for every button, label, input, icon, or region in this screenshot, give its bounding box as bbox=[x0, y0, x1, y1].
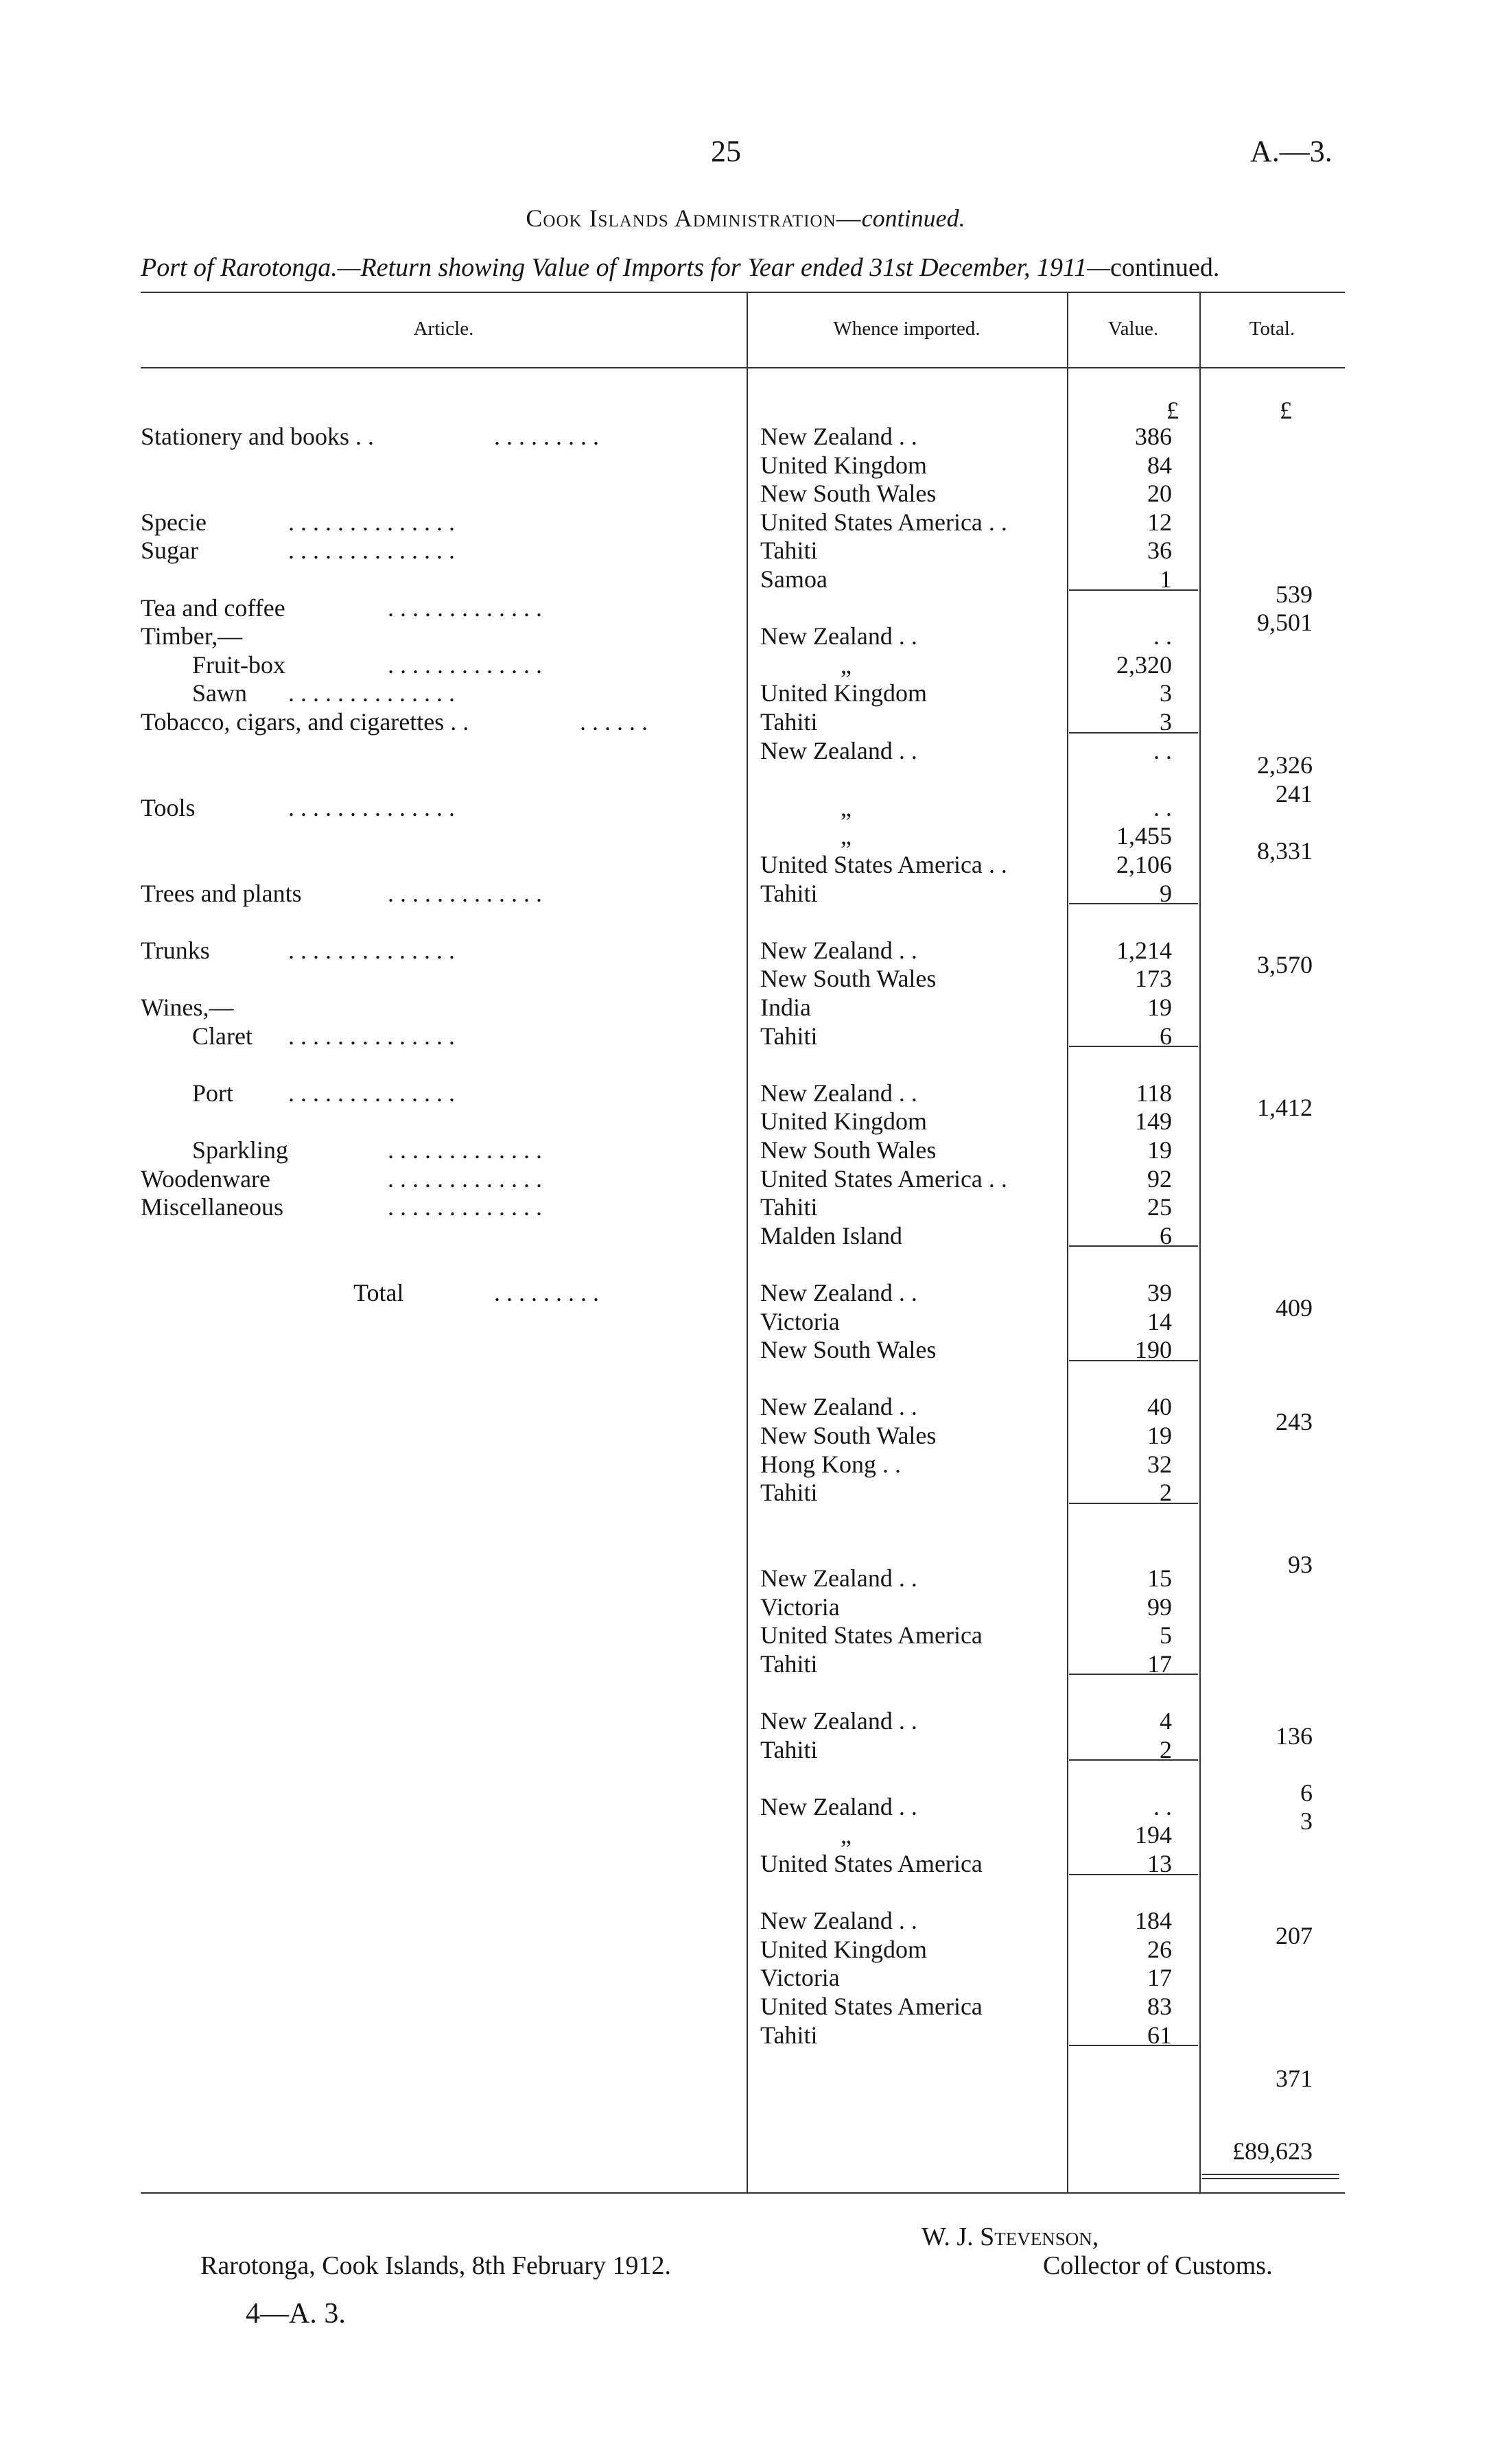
article-label: Port bbox=[192, 1079, 234, 1107]
article-label: Trunks bbox=[141, 936, 210, 964]
import-value: 26 bbox=[1147, 1935, 1172, 1963]
whence-country: „ bbox=[841, 650, 852, 679]
import-value: 3 bbox=[1160, 679, 1172, 707]
header-value: Value. bbox=[1107, 318, 1159, 340]
whence-country: New Zealand . . bbox=[760, 1907, 917, 1935]
article-label: Tobacco, cigars, and cigarettes . . bbox=[141, 708, 469, 736]
dot-leader: . . . . . . . . . . . . . bbox=[388, 1164, 542, 1193]
whence-country: United Kingdom bbox=[760, 451, 927, 479]
article-total: 207 bbox=[1276, 1921, 1313, 1949]
import-value: 12 bbox=[1147, 508, 1172, 536]
grand-total-rule-2 bbox=[1202, 2178, 1339, 2179]
article-label: Fruit-box bbox=[192, 650, 286, 679]
article-label: Woodenware bbox=[141, 1164, 271, 1193]
import-value: 83 bbox=[1147, 1993, 1172, 2020]
signatory-name: W. J. Stevenson, bbox=[921, 2222, 1099, 2251]
subtotal-rule bbox=[1069, 589, 1198, 591]
grand-total-rule-1 bbox=[1202, 2174, 1339, 2175]
article-label: Timber,— bbox=[141, 622, 243, 650]
subtotal-rule bbox=[1069, 903, 1198, 904]
import-value: 20 bbox=[1147, 480, 1172, 508]
article-label: Sawn bbox=[192, 679, 247, 707]
dot-leader: . . . . . . . . . . . . . . bbox=[288, 936, 455, 964]
import-value: 19 bbox=[1147, 1422, 1172, 1449]
title-continued: continued. bbox=[861, 204, 965, 232]
article-label: Wines,— bbox=[141, 994, 234, 1021]
article-label: Specie bbox=[141, 508, 207, 536]
import-value: 386 bbox=[1135, 423, 1172, 450]
import-value: 84 bbox=[1147, 451, 1172, 479]
subtotal-rule bbox=[1069, 1360, 1198, 1361]
article-total: 241 bbox=[1276, 779, 1313, 808]
article-total: 409 bbox=[1276, 1293, 1313, 1322]
whence-country: Tahiti bbox=[760, 1735, 818, 1763]
whence-country: „ bbox=[841, 793, 852, 821]
import-value: 1 bbox=[1160, 565, 1172, 593]
import-value: . . bbox=[1153, 793, 1172, 821]
import-value: . . bbox=[1153, 622, 1172, 650]
dot-leader: . . . . . . . . . . . . . . bbox=[288, 793, 455, 821]
table-top-rule bbox=[141, 292, 1345, 293]
whence-country: United States America bbox=[760, 1993, 983, 2020]
place-and-date: Rarotonga, Cook Islands, 8th February 1912. bbox=[200, 2251, 672, 2280]
import-value: 2,106 bbox=[1116, 851, 1172, 878]
import-value: 25 bbox=[1147, 1193, 1172, 1221]
whence-country: Victoria bbox=[760, 1593, 840, 1621]
grand-total: £89,623 bbox=[1232, 2137, 1313, 2165]
article-label: Claret bbox=[192, 1022, 253, 1050]
dot-leader: . . . . . . . . . . . . . bbox=[388, 650, 542, 679]
whence-country: Hong Kong . . bbox=[760, 1450, 901, 1478]
whence-country: Tahiti bbox=[760, 708, 818, 736]
whence-country: New Zealand . . bbox=[760, 1279, 917, 1306]
whence-country: New South Wales bbox=[760, 480, 937, 508]
document-title bbox=[0, 204, 1491, 233]
subtitle-continued: continued. bbox=[1110, 253, 1220, 282]
whence-country: New South Wales bbox=[760, 965, 937, 993]
import-value: 14 bbox=[1147, 1307, 1172, 1335]
subtotal-rule bbox=[1069, 732, 1198, 734]
import-value: 173 bbox=[1135, 965, 1172, 993]
import-value: 118 bbox=[1136, 1079, 1172, 1107]
column-divider-1 bbox=[747, 292, 748, 2192]
import-value: 19 bbox=[1147, 994, 1172, 1021]
whence-country: United Kingdom bbox=[760, 1107, 927, 1136]
whence-country: Malden Island bbox=[760, 1221, 902, 1249]
whence-country: Victoria bbox=[760, 1964, 840, 1992]
header-total: Total. bbox=[1249, 318, 1295, 340]
article-label: Tea and coffee bbox=[141, 594, 285, 622]
whence-country: New South Wales bbox=[760, 1136, 937, 1164]
whence-country: Tahiti bbox=[760, 879, 818, 907]
whence-country: Tahiti bbox=[760, 537, 818, 565]
import-value: 15 bbox=[1147, 1564, 1172, 1592]
article-total: 243 bbox=[1276, 1408, 1313, 1435]
import-value: 194 bbox=[1135, 1821, 1172, 1849]
import-value: 32 bbox=[1147, 1450, 1172, 1478]
whence-country: Tahiti bbox=[760, 1193, 818, 1221]
dot-leader: . . . . . . . . . . . . . bbox=[388, 1193, 542, 1221]
import-value: 2 bbox=[1160, 1735, 1172, 1763]
whence-country: Tahiti bbox=[760, 1479, 818, 1507]
value-currency: £ bbox=[1166, 397, 1179, 424]
article-total: 3,570 bbox=[1257, 951, 1313, 979]
dot-leader: . . . . . . . . . . . . . . bbox=[288, 1079, 455, 1107]
article-total: 1,412 bbox=[1257, 1094, 1313, 1122]
dot-leader: . . . . . . bbox=[580, 708, 648, 736]
article-label: Sparkling bbox=[192, 1136, 288, 1164]
import-value: . . bbox=[1153, 736, 1172, 764]
whence-country: New South Wales bbox=[760, 1336, 937, 1364]
import-value: 1,455 bbox=[1116, 822, 1172, 850]
title-main: Cook Islands Administration— bbox=[526, 204, 862, 232]
total-currency: £ bbox=[1280, 397, 1292, 424]
whence-country: United States America . . bbox=[760, 508, 1007, 536]
whence-country: New Zealand . . bbox=[760, 622, 917, 650]
article-total: 3 bbox=[1300, 1807, 1313, 1835]
column-divider-3 bbox=[1199, 292, 1201, 2192]
import-value: 40 bbox=[1147, 1393, 1172, 1421]
article-label: Tools bbox=[141, 793, 196, 821]
whence-country: United States America bbox=[760, 1850, 983, 1877]
whence-country: United Kingdom bbox=[760, 1935, 927, 1963]
import-value: 4 bbox=[1160, 1707, 1172, 1735]
whence-country: Victoria bbox=[760, 1307, 840, 1335]
import-value: 1,214 bbox=[1116, 936, 1172, 964]
subtotal-rule bbox=[1069, 1503, 1198, 1504]
article-label: Stationery and books . . bbox=[141, 423, 374, 450]
import-value: 17 bbox=[1147, 1964, 1172, 1992]
whence-country: United States America . . bbox=[760, 1164, 1007, 1193]
header-bottom-rule bbox=[141, 367, 1345, 368]
whence-country: New Zealand . . bbox=[760, 1564, 917, 1592]
article-total: 539 bbox=[1276, 580, 1313, 608]
header-article: Article. bbox=[413, 318, 474, 340]
whence-country: „ bbox=[841, 822, 852, 850]
import-value: 99 bbox=[1147, 1593, 1172, 1621]
dot-leader: . . . . . . . . . . . . . . bbox=[288, 537, 455, 565]
article-total: 136 bbox=[1276, 1722, 1313, 1750]
import-value: 6 bbox=[1160, 1022, 1172, 1050]
printer-reference: 4—A. 3. bbox=[246, 2298, 346, 2330]
whence-country: Tahiti bbox=[760, 1022, 818, 1050]
article-label: Total bbox=[353, 1279, 404, 1306]
dot-leader: . . . . . . . . . bbox=[494, 1279, 599, 1306]
import-value: 3 bbox=[1160, 708, 1172, 736]
import-value: 149 bbox=[1135, 1107, 1172, 1136]
article-label: Sugar bbox=[141, 537, 198, 565]
import-value: 61 bbox=[1147, 2021, 1172, 2049]
subtotal-rule bbox=[1069, 1874, 1198, 1875]
import-value: 184 bbox=[1135, 1907, 1172, 1935]
whence-country: New South Wales bbox=[760, 1422, 937, 1449]
table-subtitle bbox=[141, 253, 1219, 283]
dot-leader: . . . . . . . . . . . . . . bbox=[288, 679, 455, 707]
whence-country: New Zealand . . bbox=[760, 423, 917, 450]
header-whence: Whence imported. bbox=[833, 318, 981, 340]
import-value: 2,320 bbox=[1116, 650, 1172, 679]
subtotal-rule bbox=[1069, 1759, 1198, 1761]
whence-country: Tahiti bbox=[760, 1650, 818, 1678]
dot-leader: . . . . . . . . . . . . . . bbox=[288, 508, 455, 536]
whence-country: Samoa bbox=[760, 565, 827, 593]
whence-country: New Zealand . . bbox=[760, 1393, 917, 1421]
whence-country: „ bbox=[841, 1821, 852, 1849]
import-value: 190 bbox=[1135, 1336, 1172, 1364]
signatory-title: Collector of Customs. bbox=[1043, 2251, 1273, 2280]
import-value: 6 bbox=[1160, 1221, 1172, 1249]
dot-leader: . . . . . . . . . bbox=[494, 423, 599, 450]
subtotal-rule bbox=[1069, 1245, 1198, 1247]
import-value: 5 bbox=[1160, 1621, 1172, 1650]
import-value: 13 bbox=[1147, 1850, 1172, 1877]
whence-country: New Zealand . . bbox=[760, 936, 917, 964]
page-number: 25 bbox=[711, 134, 741, 168]
document-reference: A.—3. bbox=[1250, 134, 1332, 168]
whence-country: New Zealand . . bbox=[760, 736, 917, 764]
signatory bbox=[921, 2222, 1099, 2252]
article-total: 93 bbox=[1288, 1551, 1313, 1578]
whence-country: New Zealand . . bbox=[760, 1079, 917, 1107]
table-bottom-rule bbox=[141, 2192, 1345, 2194]
import-value: 39 bbox=[1147, 1279, 1172, 1306]
import-value: 92 bbox=[1147, 1164, 1172, 1193]
whence-country: India bbox=[760, 994, 811, 1021]
dot-leader: . . . . . . . . . . . . . bbox=[388, 879, 542, 907]
article-total: 6 bbox=[1300, 1779, 1313, 1807]
subtotal-rule bbox=[1069, 2045, 1198, 2046]
dot-leader: . . . . . . . . . . . . . . bbox=[288, 1022, 455, 1050]
dot-leader: . . . . . . . . . . . . . bbox=[388, 594, 542, 622]
whence-country: New Zealand . . bbox=[760, 1707, 917, 1735]
whence-country: New Zealand . . bbox=[760, 1792, 917, 1820]
whence-country: United States America bbox=[760, 1621, 983, 1650]
whence-country: United States America . . bbox=[760, 851, 1007, 878]
dot-leader: . . . . . . . . . . . . . bbox=[388, 1136, 542, 1164]
whence-country: Tahiti bbox=[760, 2021, 818, 2049]
import-value: . . bbox=[1153, 1792, 1172, 1820]
article-label: Miscellaneous bbox=[141, 1193, 283, 1221]
article-total: 2,326 bbox=[1257, 751, 1313, 779]
import-value: 2 bbox=[1160, 1479, 1172, 1507]
import-value: 17 bbox=[1147, 1650, 1172, 1678]
subtotal-rule bbox=[1069, 1046, 1198, 1047]
article-total: 9,501 bbox=[1257, 609, 1313, 637]
import-value: 36 bbox=[1147, 537, 1172, 565]
import-value: 19 bbox=[1147, 1136, 1172, 1164]
import-value: 9 bbox=[1160, 879, 1172, 907]
article-total: 8,331 bbox=[1257, 837, 1313, 865]
subtitle-text: Port of Rarotonga.—Return showing Value of Imports for Year ended 31st December, 1911— bbox=[141, 253, 1110, 282]
article-total: 371 bbox=[1276, 2064, 1313, 2092]
subtotal-rule bbox=[1069, 1674, 1198, 1675]
whence-country: United Kingdom bbox=[760, 679, 927, 707]
article-label: Trees and plants bbox=[141, 879, 302, 907]
